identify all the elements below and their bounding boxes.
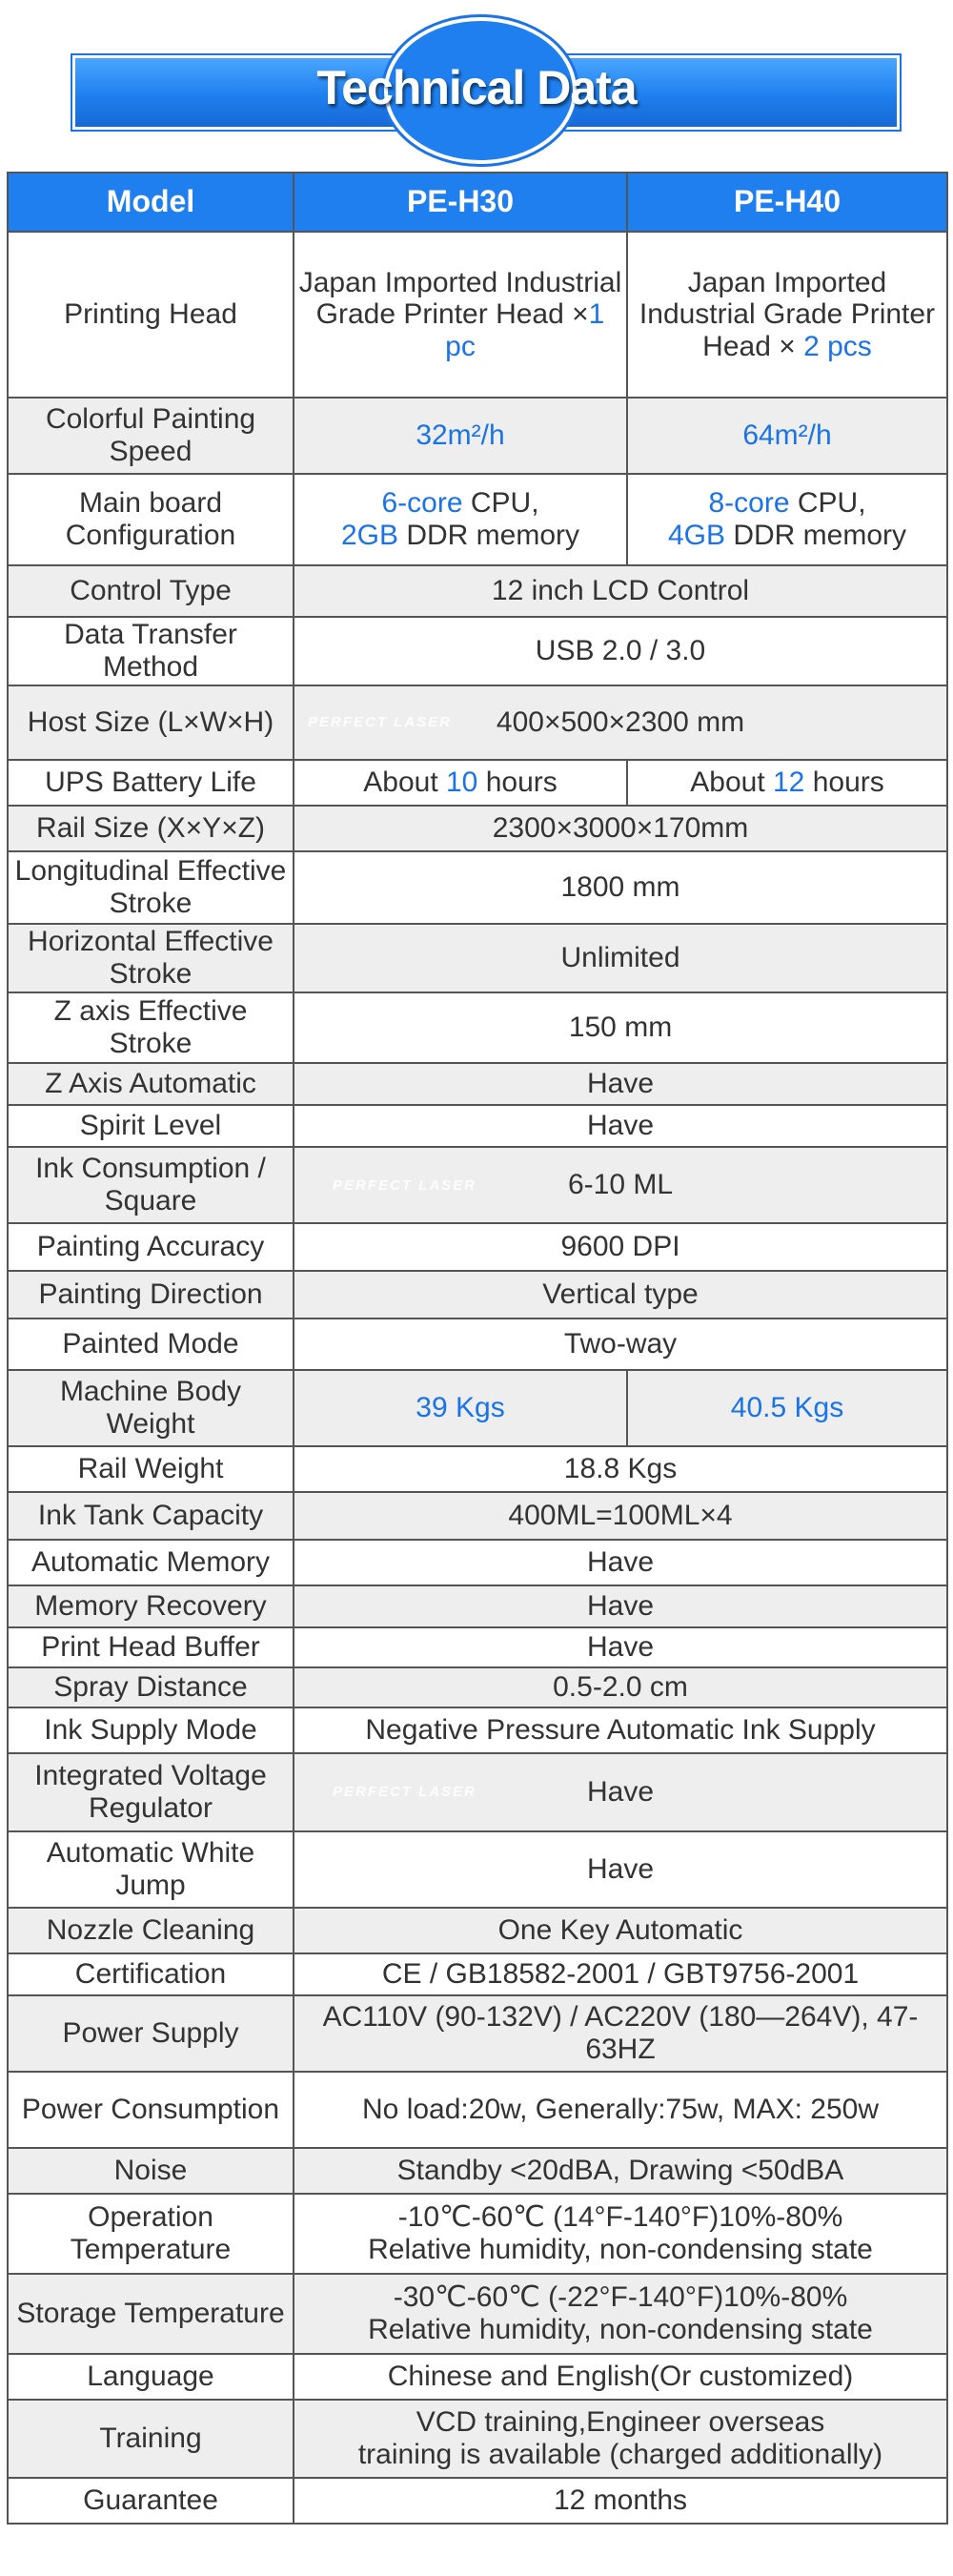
value-shared [294, 2400, 947, 2478]
table-row [8, 1995, 947, 2072]
table-row [8, 1667, 947, 1707]
table-row [8, 1908, 947, 1953]
value-line: Relative humidity, non-condensing state [368, 2314, 873, 2345]
value-shared: Have [294, 1831, 947, 1908]
row-label: Painting Accuracy [8, 1223, 294, 1271]
table-row [8, 232, 947, 398]
value-text: Have [586, 1776, 655, 1809]
value-shared: Vertical type [294, 1271, 947, 1319]
title-banner [0, 0, 953, 172]
value-pe-h30: 32m²/h [294, 398, 627, 474]
row-label: Language [8, 2354, 294, 2400]
row-label: Data Transfer Method [8, 617, 294, 685]
value-shared: Have [294, 1540, 947, 1585]
table-row [8, 2354, 947, 2400]
row-label: Storage Temperature [8, 2274, 294, 2354]
value-line: -30℃-60℃ (-22°F-140°F)10%-80% [393, 2281, 848, 2314]
value-shared: Chinese and English(Or customized) [294, 2354, 947, 2400]
value-shared: Negative Pressure Automatic Ink Supply [294, 1707, 947, 1753]
row-label: Z axis Effective Stroke [8, 992, 294, 1063]
row-label: Spirit Level [8, 1105, 294, 1147]
value-shared: 0.5-2.0 cm [294, 1667, 947, 1707]
row-label: Noise [8, 2148, 294, 2194]
header-pe-h30: PE-H30 [294, 173, 627, 232]
value-shared: Two-way [294, 1319, 947, 1370]
table-row [8, 2194, 947, 2274]
value-pe-h30 [294, 474, 627, 565]
value-shared: Unlimited [294, 924, 947, 992]
value-text: Japan Imported Industrial Grade Printer Head × [639, 266, 936, 362]
row-label: Control Type [8, 565, 294, 617]
table-row [8, 1707, 947, 1753]
value-highlight: 2 pcs [803, 330, 872, 362]
value-line: -10℃-60℃ (14°F-140°F)10%-80% [397, 2201, 843, 2234]
row-label: Power Consumption [8, 2072, 294, 2148]
header-model: Model [8, 173, 294, 232]
table-row [8, 1540, 947, 1585]
table-row [8, 685, 947, 760]
value-text: CPU, [789, 487, 866, 520]
table-row [8, 1147, 947, 1223]
value-pe-h30: 39 Kgs [294, 1370, 627, 1446]
value-highlight: 12 [772, 767, 805, 799]
row-label: UPS Battery Life [8, 760, 294, 806]
value-shared: 18.8 Kgs [294, 1446, 947, 1492]
table-row [8, 1271, 947, 1319]
table-row [8, 617, 947, 685]
row-label: Spray Distance [8, 1667, 294, 1707]
value-text: 400×500×2300 mm [496, 706, 745, 739]
table-row [8, 1105, 947, 1147]
table-row [8, 1831, 947, 1908]
watermark: PERFECT LASER [333, 1784, 477, 1800]
value-shared: AC110V (90-132V) / AC220V (180—264V), 47-63HZ [294, 1995, 947, 2072]
table-row [8, 1319, 947, 1370]
value-text: CPU, [462, 487, 539, 520]
value-text: hours [804, 767, 884, 799]
table-row [8, 1627, 947, 1667]
row-label: Memory Recovery [8, 1585, 294, 1627]
value-shared: USB 2.0 / 3.0 [294, 617, 947, 685]
value-shared [294, 2194, 947, 2274]
value-highlight: 8-core [708, 487, 790, 520]
value-shared: CE / GB18582-2001 / GBT9756-2001 [294, 1953, 947, 1995]
value-highlight: 2GB [340, 520, 398, 551]
header-pe-h40: PE-H40 [627, 173, 947, 232]
table-row [8, 924, 947, 992]
row-label: Horizontal Effective Stroke [8, 924, 294, 992]
row-label: Automatic White Jump [8, 1831, 294, 1908]
table-row [8, 398, 947, 474]
row-label: Training [8, 2400, 294, 2478]
row-label: Ink Tank Capacity [8, 1492, 294, 1540]
value-pe-h30 [294, 760, 627, 806]
value-text: About [690, 767, 773, 799]
row-label: Nozzle Cleaning [8, 1908, 294, 1953]
row-label: Print Head Buffer [8, 1627, 294, 1667]
row-label: Automatic Memory [8, 1540, 294, 1585]
value-shared: Have [294, 1063, 947, 1105]
value-pe-h30 [294, 232, 627, 398]
value-pe-h40: 40.5 Kgs [627, 1370, 947, 1446]
value-shared: Have [294, 1627, 947, 1667]
row-label: Integrated Voltage Regulator [8, 1753, 294, 1831]
table-row [8, 474, 947, 565]
watermark: PERFECT LASER [308, 714, 453, 730]
table-row [8, 1446, 947, 1492]
table-row [8, 1953, 947, 1995]
value-shared: No load:20w, Generally:75w, MAX: 250w [294, 2072, 947, 2148]
table-row [8, 806, 947, 851]
page-title: Technical Data [316, 61, 637, 114]
value-shared: Have [294, 1585, 947, 1627]
value-pe-h40 [627, 760, 947, 806]
row-label: Operation Temperature [8, 2194, 294, 2274]
table-row [8, 1585, 947, 1627]
table-row [8, 1753, 947, 1831]
table-row [8, 2400, 947, 2478]
row-label: Guarantee [8, 2478, 294, 2524]
value-shared: 150 mm [294, 992, 947, 1063]
table-row [8, 2072, 947, 2148]
value-shared [294, 1753, 947, 1831]
row-label: Machine Body Weight [8, 1370, 294, 1446]
row-label: Z Axis Automatic [8, 1063, 294, 1105]
table-header-row [8, 173, 947, 232]
value-shared: 400ML=100ML×4 [294, 1492, 947, 1540]
value-pe-h40 [627, 474, 947, 565]
value-shared: 12 months [294, 2478, 947, 2524]
value-shared: 12 inch LCD Control [294, 565, 947, 617]
value-line: Relative humidity, non-condensing state [368, 2234, 873, 2265]
table-row [8, 2148, 947, 2194]
row-label: Painted Mode [8, 1319, 294, 1370]
value-text: DDR memory [398, 520, 580, 551]
table-row [8, 851, 947, 924]
value-line: training is available (charged additionally) [357, 2439, 883, 2470]
row-label: Main board Configuration [8, 474, 294, 565]
row-label: Rail Weight [8, 1446, 294, 1492]
row-label: Host Size (L×W×H) [8, 685, 294, 760]
table-row [8, 760, 947, 806]
value-highlight: 10 [445, 767, 478, 799]
value-shared: Have [294, 1105, 947, 1147]
row-label: Painting Direction [8, 1271, 294, 1319]
value-shared: 1800 mm [294, 851, 947, 924]
value-shared [294, 1147, 947, 1223]
value-highlight: 4GB [667, 520, 725, 551]
spec-table [7, 172, 948, 2525]
row-label: Power Supply [8, 1995, 294, 2072]
table-row [8, 565, 947, 617]
row-label: Ink Consumption / Square [8, 1147, 294, 1223]
value-highlight: 1 pc [445, 298, 605, 362]
value-pe-h40 [627, 232, 947, 398]
value-shared [294, 685, 947, 760]
table-row [8, 2274, 947, 2354]
value-text: hours [477, 767, 558, 799]
row-label: Ink Supply Mode [8, 1707, 294, 1753]
value-shared: 2300×3000×170mm [294, 806, 947, 851]
table-row [8, 992, 947, 1063]
value-text: About [363, 767, 446, 799]
table-row [8, 1223, 947, 1271]
value-text: Japan Imported Industrial Grade Printer Head × [298, 266, 622, 331]
value-shared: 9600 DPI [294, 1223, 947, 1271]
value-text: DDR memory [725, 520, 907, 551]
value-highlight: 6-core [381, 487, 463, 520]
row-label: Certification [8, 1953, 294, 1995]
table-row [8, 1063, 947, 1105]
value-shared [294, 2274, 947, 2354]
value-text: 6-10 ML [567, 1169, 674, 1201]
value-shared: One Key Automatic [294, 1908, 947, 1953]
value-pe-h40: 64m²/h [627, 398, 947, 474]
table-row [8, 2478, 947, 2524]
row-label: Rail Size (X×Y×Z) [8, 806, 294, 851]
row-label: Longitudinal Effective Stroke [8, 851, 294, 924]
value-shared: Standby <20dBA, Drawing <50dBA [294, 2148, 947, 2194]
watermark: PERFECT LASER [333, 1177, 477, 1194]
table-row [8, 1492, 947, 1540]
table-row [8, 1370, 947, 1446]
value-line: VCD training,Engineer overseas [416, 2406, 825, 2439]
row-label: Printing Head [8, 232, 294, 398]
row-label: Colorful Painting Speed [8, 398, 294, 474]
